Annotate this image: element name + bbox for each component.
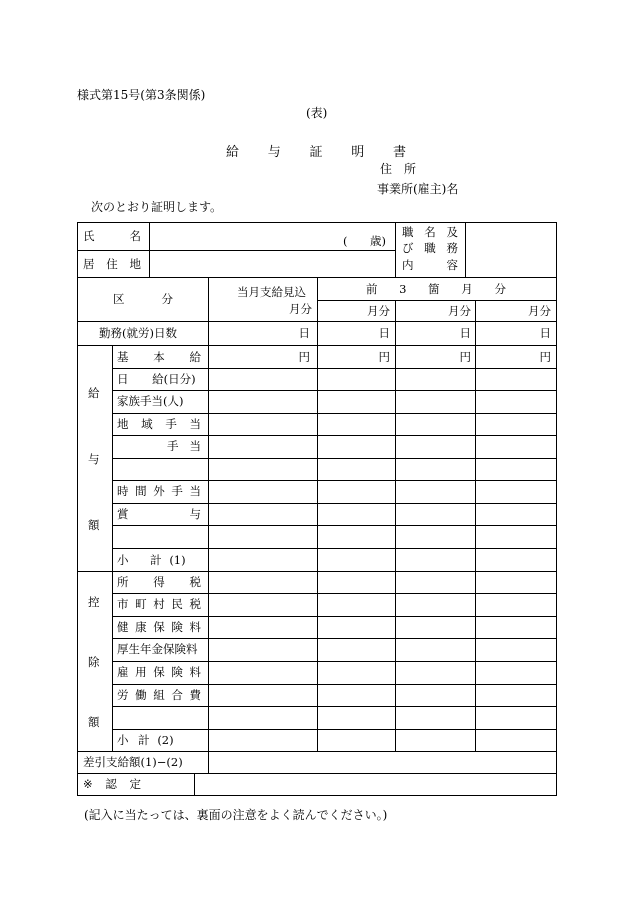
job-field[interactable] bbox=[467, 223, 555, 276]
label-char: 職 bbox=[424, 241, 436, 255]
work-days-month1-unit: 日 bbox=[378, 326, 390, 340]
label-char: 税 bbox=[189, 597, 201, 611]
prev-three-months-header bbox=[366, 282, 506, 296]
deduction-item-union-dues bbox=[117, 688, 201, 702]
job-label-line-1 bbox=[402, 225, 458, 239]
label-char: 給 bbox=[189, 350, 201, 364]
title-char: 証 bbox=[309, 145, 323, 160]
name-label bbox=[83, 229, 141, 243]
label-char: 手 bbox=[165, 417, 177, 431]
title-char: 書 bbox=[392, 145, 406, 160]
base-pay-month2-unit: 円 bbox=[459, 350, 471, 364]
certification-label bbox=[83, 777, 141, 791]
label-char: 険 bbox=[171, 665, 183, 679]
label-char: 時 bbox=[117, 484, 129, 498]
label-char: 間 bbox=[135, 484, 147, 498]
label-char: 計 bbox=[138, 733, 150, 747]
deduction-item-health-insurance bbox=[117, 620, 201, 634]
month-1-unit: 月分 bbox=[367, 304, 390, 318]
label-char: 民 bbox=[171, 597, 183, 611]
label-char: 区 bbox=[113, 292, 125, 306]
salary-group-char: 給 bbox=[88, 386, 100, 400]
salary-group-char: 額 bbox=[88, 518, 100, 532]
label-char: 職 bbox=[402, 225, 414, 239]
label-char: 組 bbox=[153, 688, 165, 702]
net-pay-label: 差引支給額(1)−(2) bbox=[83, 755, 183, 769]
category-header bbox=[113, 292, 173, 306]
label-char: び bbox=[402, 241, 414, 255]
certification-field[interactable] bbox=[196, 774, 555, 794]
label-char: 康 bbox=[135, 620, 147, 634]
label-char: 村 bbox=[153, 597, 165, 611]
certificate-table bbox=[77, 222, 557, 796]
deduction-group-char: 除 bbox=[88, 655, 100, 669]
salary-item-base-pay bbox=[117, 350, 201, 364]
label-char: 手 bbox=[171, 484, 183, 498]
label-char: 手 bbox=[167, 439, 179, 453]
salary-item-family-allowance: 家族手当(人) bbox=[117, 394, 184, 408]
label-char: 容 bbox=[446, 258, 458, 272]
label-char: 務 bbox=[446, 241, 458, 255]
deduction-item-municipal-tax bbox=[117, 597, 201, 611]
side-indicator: (表) bbox=[306, 106, 328, 120]
month-2-unit: 月分 bbox=[448, 304, 471, 318]
job-label-line-2 bbox=[402, 241, 458, 255]
label-char: 保 bbox=[153, 665, 165, 679]
label-char: 所 bbox=[117, 575, 129, 589]
label-char: ※ bbox=[83, 777, 93, 791]
label-char: 分 bbox=[161, 292, 173, 306]
label-char: 地 bbox=[129, 257, 141, 271]
document-title bbox=[226, 141, 406, 160]
label-char: 外 bbox=[153, 484, 165, 498]
label-char: 認 bbox=[105, 777, 117, 791]
label-char: 料 bbox=[189, 665, 201, 679]
label-char: 働 bbox=[135, 688, 147, 702]
label-char: 居 bbox=[83, 257, 95, 271]
label-char: 賞 bbox=[117, 507, 129, 521]
issuer-employer-label: 事業所(雇主)名 bbox=[377, 182, 459, 196]
label-char: 用 bbox=[135, 665, 147, 679]
residence-label bbox=[83, 257, 141, 271]
expected-header: 当月支給見込 bbox=[237, 285, 306, 299]
label-char: 険 bbox=[171, 620, 183, 634]
work-days-label: 勤務(就労)日数 bbox=[99, 326, 177, 340]
issuer-address-label: 住 所 bbox=[380, 162, 417, 176]
label-char: 住 bbox=[106, 257, 118, 271]
salary-group-char: 与 bbox=[88, 452, 100, 466]
deduction-group-char: 控 bbox=[88, 595, 100, 609]
label-char: (2) bbox=[157, 733, 174, 747]
base-pay-expected-unit: 円 bbox=[298, 350, 310, 364]
deduction-item-employment-insurance bbox=[117, 665, 201, 679]
deduction-subtotal-label bbox=[117, 733, 205, 747]
label-char: 及 bbox=[446, 225, 458, 239]
salary-item-allowance bbox=[167, 439, 201, 453]
label-char: 氏 bbox=[83, 229, 95, 243]
label-char: 小 bbox=[117, 733, 129, 747]
month-3-unit: 月分 bbox=[528, 304, 551, 318]
label-char: 名 bbox=[424, 225, 436, 239]
name-field[interactable] bbox=[153, 223, 393, 249]
label-char: 定 bbox=[129, 777, 141, 791]
label-char: 本 bbox=[153, 350, 165, 364]
age-label: 歳) bbox=[370, 234, 386, 248]
base-pay-month1-unit: 円 bbox=[378, 350, 390, 364]
residence-field[interactable] bbox=[153, 251, 393, 276]
salary-subtotal-label bbox=[117, 553, 205, 567]
label-char: 保 bbox=[153, 620, 165, 634]
label-char: (1) bbox=[169, 553, 186, 567]
salary-item-bonus bbox=[117, 507, 201, 521]
job-label-line-3 bbox=[402, 258, 458, 272]
age-open-paren: ( bbox=[343, 234, 348, 248]
label-char: 市 bbox=[117, 597, 129, 611]
label-char: 合 bbox=[171, 688, 183, 702]
label-char: 労 bbox=[117, 688, 129, 702]
deduction-item-income-tax bbox=[117, 575, 201, 589]
label-char: 当 bbox=[189, 484, 201, 498]
title-char: 与 bbox=[267, 145, 281, 160]
deduction-group-char: 額 bbox=[88, 715, 100, 729]
label-char: 得 bbox=[153, 575, 165, 589]
label-char: 与 bbox=[189, 507, 201, 521]
label-char: 箇 bbox=[428, 282, 440, 296]
label-char: 当 bbox=[189, 439, 201, 453]
work-days-month2-unit: 日 bbox=[459, 326, 471, 340]
label-char: 地 bbox=[117, 417, 129, 431]
label-char: 前 bbox=[366, 282, 378, 296]
salary-item-daily-pay bbox=[117, 372, 205, 386]
label-char: 健 bbox=[117, 620, 129, 634]
salary-item-overtime-allowance bbox=[117, 484, 201, 498]
intro-text: 次のとおり証明します。 bbox=[91, 200, 223, 214]
label-char: 雇 bbox=[117, 665, 129, 679]
label-char: 費 bbox=[189, 688, 201, 702]
title-char: 明 bbox=[351, 145, 365, 160]
footnote: (記入に当たっては、裏面の注意をよく読んでください。) bbox=[84, 808, 388, 822]
label-char: 計 bbox=[150, 553, 162, 567]
work-days-expected-unit: 日 bbox=[298, 326, 310, 340]
label-char: 給(日分) bbox=[152, 372, 196, 386]
label-char: 当 bbox=[189, 417, 201, 431]
label-char: 基 bbox=[117, 350, 129, 364]
label-char: 域 bbox=[141, 417, 153, 431]
label-char: 月 bbox=[461, 282, 473, 296]
label-char: 小 bbox=[117, 553, 129, 567]
label-char: 分 bbox=[494, 282, 506, 296]
base-pay-month3-unit: 円 bbox=[539, 350, 551, 364]
label-char: 税 bbox=[189, 575, 201, 589]
label-char: 3 bbox=[399, 282, 407, 296]
title-char: 給 bbox=[226, 145, 240, 160]
label-char: 町 bbox=[135, 597, 147, 611]
expected-month-unit: 月分 bbox=[289, 302, 312, 316]
deduction-item-pension-insurance: 厚生年金保険料 bbox=[117, 642, 198, 656]
salary-item-regional-allowance bbox=[117, 417, 201, 431]
label-char: 内 bbox=[402, 258, 414, 272]
label-char: 名 bbox=[129, 229, 141, 243]
form-number: 様式第15号(第3条関係) bbox=[77, 88, 206, 102]
work-days-month3-unit: 日 bbox=[539, 326, 551, 340]
label-char: 日 bbox=[117, 372, 129, 386]
label-char: 料 bbox=[189, 620, 201, 634]
